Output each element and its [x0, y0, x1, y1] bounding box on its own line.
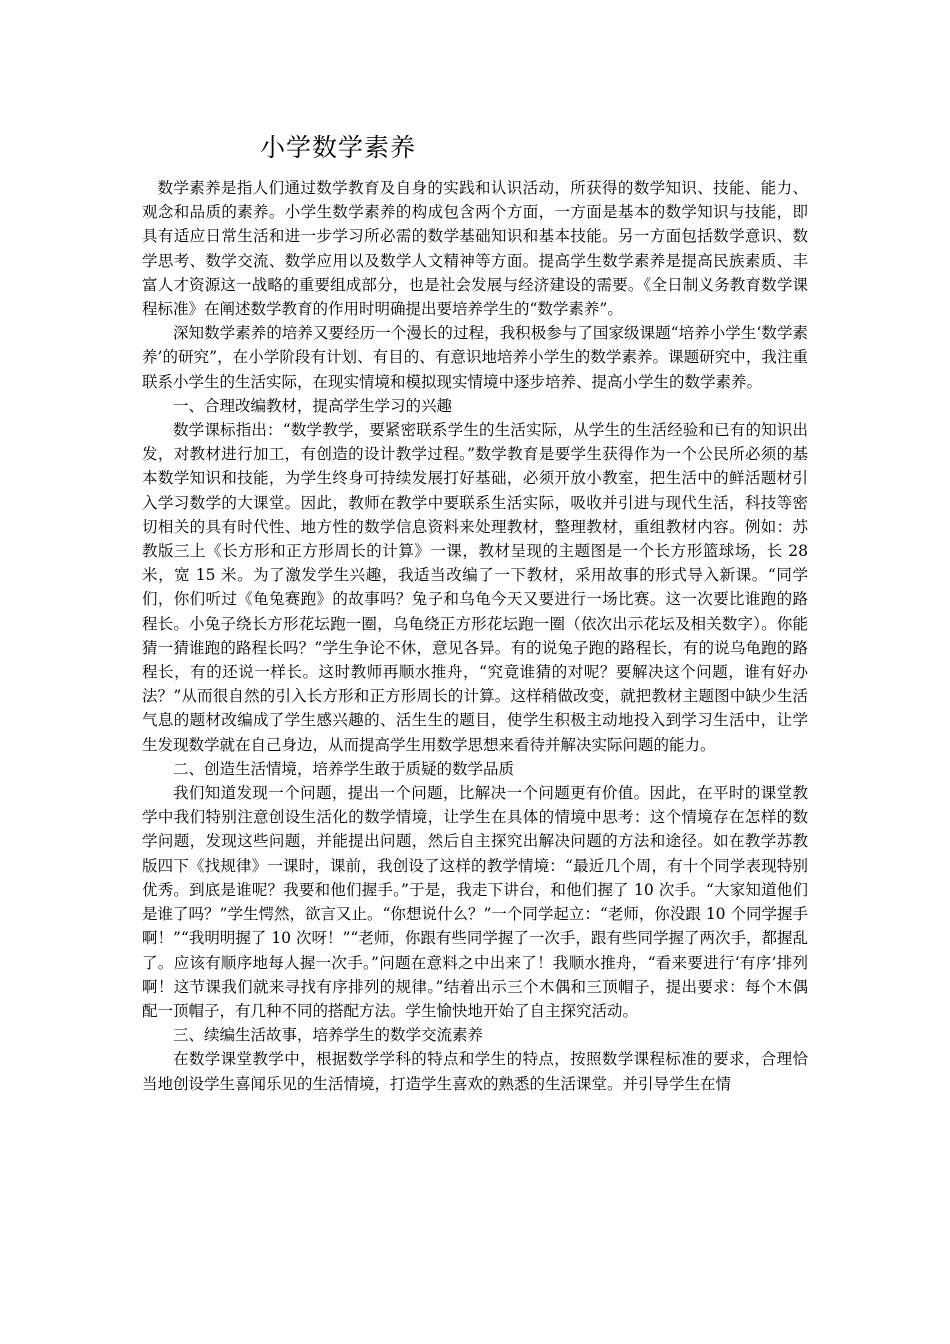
document-title: 小学数学素养: [260, 133, 417, 162]
document-page: [142, 130, 808, 1096]
body-paragraph: 数学素养是指人们通过数学教育及自身的实践和认识活动，所获得的数学知识、技能、能力、观念和品质的素养。小学生数学素养的构成包含两个方面，一方面是基本的数学知识与技能，即具有适应日常生活和进一步学习所必需的数学基础知识和基本技能。另一方面包括数学意识、数学思考、数学交流、数学应用以及数学人文精神等方面。提高学生数学素养是提高民族素质、丰富人才资源这一战略的重要组成部分，也是社会发展与经济建设的需要。《全日制义务教育数学课程标准》在阐述数学教育的作用时明确提出要培养学生的“数学素养”。: [142, 179, 808, 319]
section-heading: 一、合理改编教材，提高学生学习的兴趣: [173, 396, 453, 415]
body-paragraph: 深知数学素养的培养又要经历一个漫长的过程，我积极参与了国家级课题“培养小学生‘数学素养’的研究”，在小学阶段有计划、有目的、有意识地培养小学生的数学素养。课题研究中，我注重联系小学生的生活实际，在现实情境和模拟现实情境中逐步培养、提高小学生的数学素养。: [142, 324, 808, 391]
body-paragraph: 在数学课堂教学中，根据数学学科的特点和学生的特点，按照数学课程标准的要求，合理恰当地创设学生喜闻乐见的生活情境，打造学生喜欢的熟悉的生活课堂。并引导学生在情: [142, 1050, 808, 1093]
section-heading: 二、创造生活情境，培养学生敢于质疑的数学品质: [173, 759, 515, 778]
body-paragraph: 数学课标指出：“数学教学，要紧密联系学生的生活实际，从学生的生活经验和已有的知识出发，对教材进行加工，有创造的设计教学过程。”数学教育是要学生获得作为一个公民所必须的基本数学知识和技能，为学生终身可持续发展打好基础，必须开放小教室，把生活中的鲜活题材引入学习数学的大课堂。因此，教师在教学中要联系生活实际，吸收并引进与现代生活，科技等密切相关的具有时代性、地方性的数学信息资料来处理教材，整理教材，重组教材内容。例如：苏教版三上《长方形和正方形周长的计算》一课，教材呈现的主题图是一个长方形篮球场，长 28 米，宽 15 米。为了激发学生兴趣，我适当改编了一下教材，采用故事的形式导入新课。“同学们，你们听过《龟兔赛跑》的故事吗？兔子和乌龟今天又要进行一场比赛。这一次要比谁跑的路程长。小兔子绕长方形花坛跑一圈，乌龟绕正方形花坛跑一圈（依次出示花坛及相关数字）。你能猜一猜谁跑的路程长吗？”学生争论不休，意见各异。有的说兔子跑的路程长，有的说乌龟跑的路程长，有的还说一样长。这时教师再顺水推舟，“究竟谁猜的对呢？要解决这个问题，谁有好办法？”从而很自然的引入长方形和正方形周长的计算。这样稍做改变，就把教材主题图中缺少生活气息的题材改编成了学生感兴趣的、活生生的题目，使学生积极主动地投入到学习生活中，让学生发现数学就在自己身边，从而提高学生用数学思想来看待并解决实际问题的能力。: [142, 421, 808, 754]
document-body: [142, 176, 808, 1096]
section-heading: 三、续编生活故事，培养学生的数学交流素养: [173, 1026, 484, 1045]
body-paragraph: 我们知道发现一个问题，提出一个问题，比解决一个问题更有价值。因此，在平时的课堂教学中我们特别注意创设生活化的数学情境，让学生在具体的情境中思考：这个情境存在怎样的数学问题，发现这些问题，并能提出问题，然后自主探究出解决问题的方法和途径。如在教学苏教版四下《找规律》一课时，课前，我创设了这样的教学情境：“最近几个周，有十个同学表现特别优秀。到底是谁呢？我要和他们握手。”于是，我走下讲台，和他们握了 10 次手。“大家知道他们是谁了吗？”学生愕然，欲言又止。“你想说什么？”一个同学起立：“老师，你没跟 10 个同学握手啊！”“我明明握了 10 次呀！”“老师，你跟有些同学握了一次手，跟有些同学握了两次手，都握乱了。应该有顺序地每人握一次手。”问题在意料之中出来了！我顺水推舟，“看来要进行‘有序’排列啊！这节课我们就来寻找有序排列的规律。”结着出示三个木偶和三顶帽子，提出要求：每个木偶配一顶帽子，有几种不同的搭配方法。学生愉快地开始了自主探究活动。: [142, 784, 808, 1020]
